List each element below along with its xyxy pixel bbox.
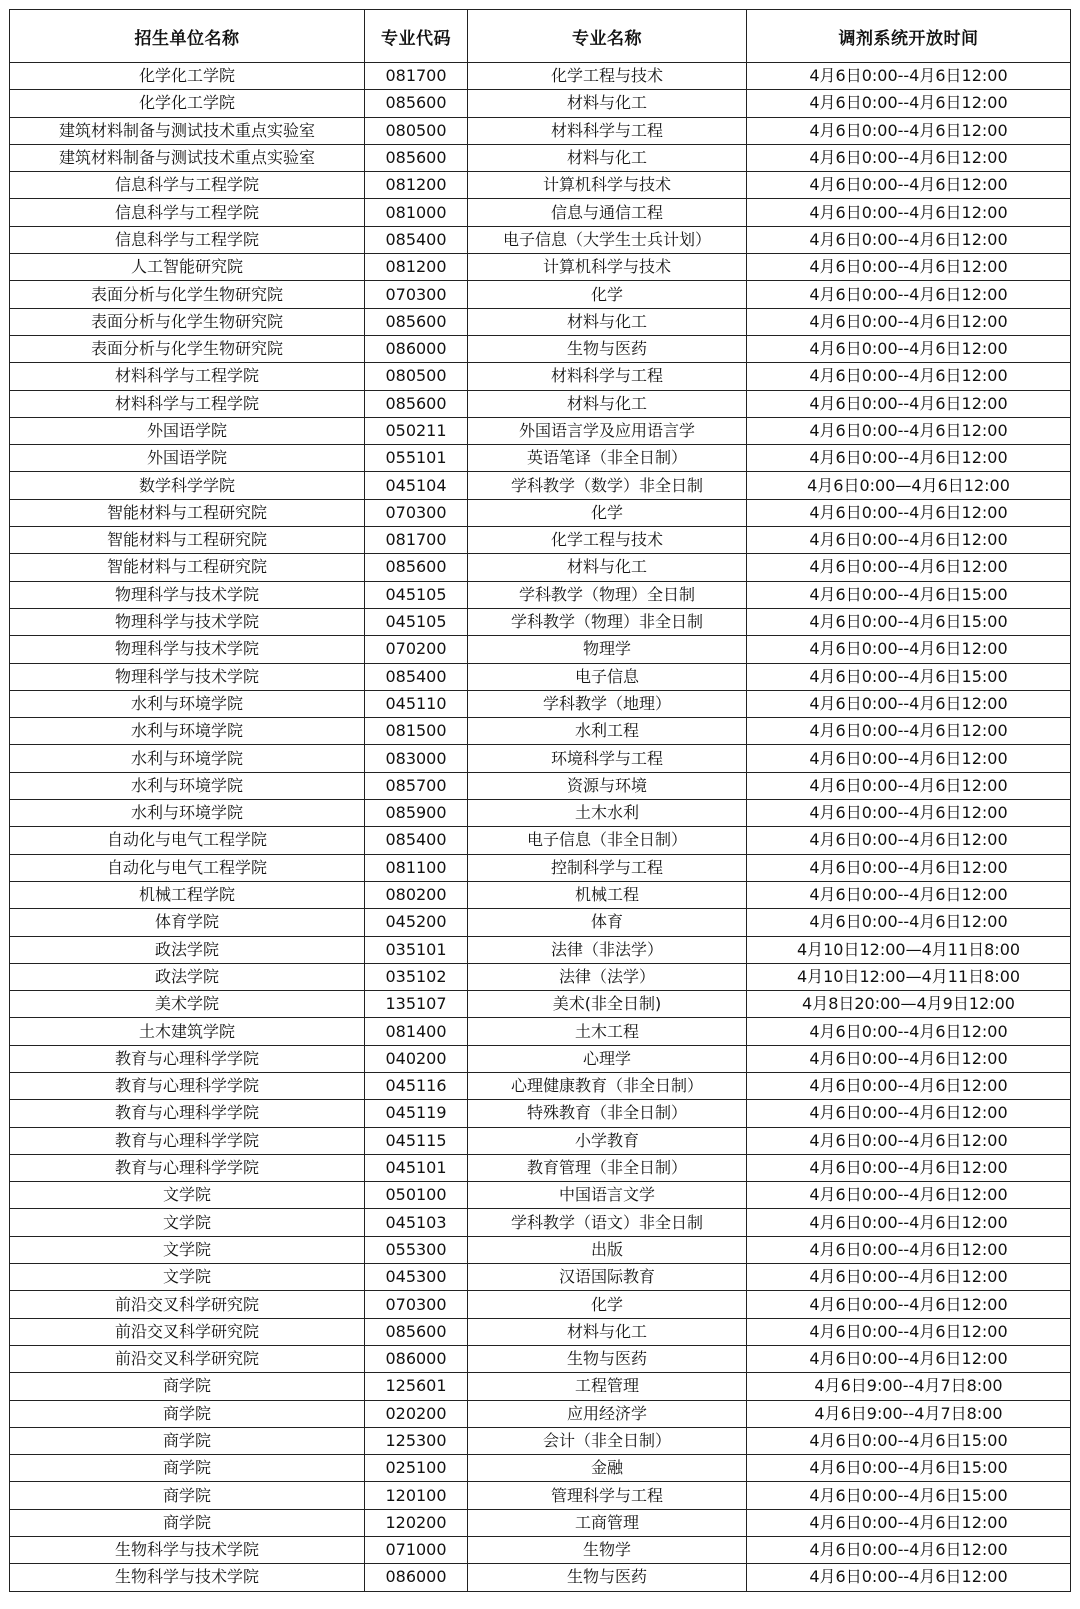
open-time-cell: 4月8日20:00—4月9日12:00 — [747, 991, 1071, 1018]
major-code-cell: 086000 — [365, 1345, 468, 1372]
unit-name-cell: 信息科学与工程学院 — [10, 199, 365, 226]
major-name-cell: 工程管理 — [468, 1373, 747, 1400]
major-code-cell: 080500 — [365, 117, 468, 144]
open-time-cell: 4月6日0:00--4月6日15:00 — [747, 1482, 1071, 1509]
major-code-cell: 045116 — [365, 1072, 468, 1099]
open-time-cell: 4月6日0:00--4月6日12:00 — [747, 1291, 1071, 1318]
unit-name-cell: 人工智能研究院 — [10, 254, 365, 281]
unit-name-cell: 土木建筑学院 — [10, 1018, 365, 1045]
unit-name-cell: 前沿交叉科学研究院 — [10, 1345, 365, 1372]
major-code-cell: 070300 — [365, 1291, 468, 1318]
major-name-cell: 材料科学与工程 — [468, 117, 747, 144]
major-name-cell: 环境科学与工程 — [468, 745, 747, 772]
open-time-cell: 4月6日0:00--4月6日12:00 — [747, 1264, 1071, 1291]
major-code-cell: 055101 — [365, 445, 468, 472]
table-row — [10, 636, 1071, 663]
major-code-cell: 070300 — [365, 281, 468, 308]
major-code-cell: 085400 — [365, 226, 468, 253]
table-row — [10, 472, 1071, 499]
unit-name-cell: 教育与心理科学学院 — [10, 1127, 365, 1154]
major-name-cell: 材料与化工 — [468, 308, 747, 335]
open-time-cell: 4月6日0:00--4月6日12:00 — [747, 1127, 1071, 1154]
open-time-cell: 4月6日0:00--4月6日12:00 — [747, 1509, 1071, 1536]
table-row — [10, 936, 1071, 963]
major-code-cell: 085700 — [365, 772, 468, 799]
unit-name-cell: 表面分析与化学生物研究院 — [10, 335, 365, 362]
table-body — [10, 63, 1071, 1592]
major-name-cell: 资源与环境 — [468, 772, 747, 799]
table-row — [10, 1182, 1071, 1209]
open-time-cell: 4月6日0:00--4月6日12:00 — [747, 854, 1071, 881]
open-time-cell: 4月6日0:00--4月6日12:00 — [747, 1182, 1071, 1209]
open-time-cell: 4月6日0:00--4月6日15:00 — [747, 608, 1071, 635]
table-row — [10, 718, 1071, 745]
open-time-cell: 4月6日0:00--4月6日12:00 — [747, 117, 1071, 144]
major-code-cell: 081200 — [365, 172, 468, 199]
unit-name-cell: 智能材料与工程研究院 — [10, 554, 365, 581]
open-time-cell: 4月6日0:00--4月6日12:00 — [747, 909, 1071, 936]
major-code-cell: 025100 — [365, 1455, 468, 1482]
open-time-cell: 4月6日0:00--4月6日12:00 — [747, 199, 1071, 226]
open-time-cell: 4月6日0:00--4月6日12:00 — [747, 363, 1071, 390]
major-code-cell: 080500 — [365, 363, 468, 390]
table-row — [10, 1154, 1071, 1181]
unit-name-cell: 体育学院 — [10, 909, 365, 936]
major-name-cell: 化学 — [468, 499, 747, 526]
major-code-cell: 035102 — [365, 963, 468, 990]
table-row — [10, 745, 1071, 772]
unit-name-cell: 政法学院 — [10, 936, 365, 963]
table-row — [10, 90, 1071, 117]
major-code-cell: 085600 — [365, 390, 468, 417]
unit-name-cell: 外国语学院 — [10, 445, 365, 472]
major-code-cell: 120100 — [365, 1482, 468, 1509]
table-row — [10, 1509, 1071, 1536]
open-time-cell: 4月6日0:00--4月6日12:00 — [747, 690, 1071, 717]
header-major-code: 专业代码 — [365, 10, 468, 63]
table-row — [10, 608, 1071, 635]
unit-name-cell: 商学院 — [10, 1373, 365, 1400]
table-row — [10, 1072, 1071, 1099]
major-code-cell: 085400 — [365, 827, 468, 854]
open-time-cell: 4月6日0:00--4月6日12:00 — [747, 63, 1071, 90]
unit-name-cell: 前沿交叉科学研究院 — [10, 1318, 365, 1345]
open-time-cell: 4月6日0:00--4月6日12:00 — [747, 527, 1071, 554]
table-row — [10, 1291, 1071, 1318]
major-code-cell: 081200 — [365, 254, 468, 281]
table-row — [10, 254, 1071, 281]
major-code-cell: 081000 — [365, 199, 468, 226]
unit-name-cell: 表面分析与化学生物研究院 — [10, 281, 365, 308]
table-row — [10, 1045, 1071, 1072]
table-row — [10, 909, 1071, 936]
table-row — [10, 1455, 1071, 1482]
header-row — [10, 10, 1071, 63]
unit-name-cell: 前沿交叉科学研究院 — [10, 1291, 365, 1318]
table-row — [10, 308, 1071, 335]
open-time-cell: 4月6日0:00--4月6日12:00 — [747, 445, 1071, 472]
major-name-cell: 控制科学与工程 — [468, 854, 747, 881]
major-code-cell: 085900 — [365, 800, 468, 827]
open-time-cell: 4月6日0:00--4月6日15:00 — [747, 1455, 1071, 1482]
open-time-cell: 4月6日0:00--4月6日12:00 — [747, 772, 1071, 799]
open-time-cell: 4月6日0:00--4月6日15:00 — [747, 663, 1071, 690]
major-code-cell: 070200 — [365, 636, 468, 663]
major-name-cell: 化学工程与技术 — [468, 63, 747, 90]
open-time-cell: 4月6日0:00--4月6日12:00 — [747, 1537, 1071, 1564]
table-row — [10, 1236, 1071, 1263]
open-time-cell: 4月6日0:00--4月6日15:00 — [747, 581, 1071, 608]
open-time-cell: 4月6日0:00--4月6日12:00 — [747, 417, 1071, 444]
table-row — [10, 63, 1071, 90]
major-name-cell: 工商管理 — [468, 1509, 747, 1536]
major-name-cell: 汉语国际教育 — [468, 1264, 747, 1291]
open-time-cell: 4月6日9:00--4月7日8:00 — [747, 1373, 1071, 1400]
open-time-cell: 4月6日0:00--4月6日12:00 — [747, 144, 1071, 171]
table-row — [10, 881, 1071, 908]
table-row — [10, 144, 1071, 171]
major-name-cell: 生物与医药 — [468, 1345, 747, 1372]
table-row — [10, 445, 1071, 472]
major-code-cell: 045110 — [365, 690, 468, 717]
unit-name-cell: 信息科学与工程学院 — [10, 172, 365, 199]
major-code-cell: 083000 — [365, 745, 468, 772]
open-time-cell: 4月6日0:00--4月6日12:00 — [747, 1072, 1071, 1099]
header-unit-name: 招生单位名称 — [10, 10, 365, 63]
major-name-cell: 信息与通信工程 — [468, 199, 747, 226]
open-time-cell: 4月6日0:00--4月6日12:00 — [747, 390, 1071, 417]
major-code-cell: 040200 — [365, 1045, 468, 1072]
adjustment-schedule-sheet — [9, 9, 1070, 1592]
unit-name-cell: 文学院 — [10, 1236, 365, 1263]
major-code-cell: 045104 — [365, 472, 468, 499]
open-time-cell: 4月6日0:00--4月6日12:00 — [747, 636, 1071, 663]
open-time-cell: 4月6日0:00--4月6日12:00 — [747, 254, 1071, 281]
unit-name-cell: 文学院 — [10, 1209, 365, 1236]
unit-name-cell: 生物科学与技术学院 — [10, 1564, 365, 1591]
open-time-cell: 4月6日0:00--4月6日12:00 — [747, 499, 1071, 526]
major-name-cell: 学科教学（地理） — [468, 690, 747, 717]
table-row — [10, 1345, 1071, 1372]
open-time-cell: 4月6日0:00--4月6日12:00 — [747, 554, 1071, 581]
unit-name-cell: 智能材料与工程研究院 — [10, 527, 365, 554]
adjustment-schedule-table — [9, 9, 1071, 1592]
table-row — [10, 117, 1071, 144]
major-name-cell: 生物与医药 — [468, 335, 747, 362]
open-time-cell: 4月6日0:00--4月6日12:00 — [747, 718, 1071, 745]
major-code-cell: 045103 — [365, 1209, 468, 1236]
unit-name-cell: 美术学院 — [10, 991, 365, 1018]
table-row — [10, 390, 1071, 417]
unit-name-cell: 自动化与电气工程学院 — [10, 854, 365, 881]
major-name-cell: 学科教学（数学）非全日制 — [468, 472, 747, 499]
major-code-cell: 085600 — [365, 90, 468, 117]
major-code-cell: 125601 — [365, 1373, 468, 1400]
unit-name-cell: 材料科学与工程学院 — [10, 363, 365, 390]
unit-name-cell: 物理科学与技术学院 — [10, 581, 365, 608]
open-time-cell: 4月10日12:00—4月11日8:00 — [747, 963, 1071, 990]
open-time-cell: 4月6日0:00—4月6日12:00 — [747, 472, 1071, 499]
open-time-cell: 4月6日0:00--4月6日12:00 — [747, 308, 1071, 335]
unit-name-cell: 机械工程学院 — [10, 881, 365, 908]
major-name-cell: 学科教学（物理）全日制 — [468, 581, 747, 608]
major-code-cell: 085600 — [365, 554, 468, 581]
open-time-cell: 4月6日0:00--4月6日12:00 — [747, 281, 1071, 308]
open-time-cell: 4月6日0:00--4月6日12:00 — [747, 1564, 1071, 1591]
open-time-cell: 4月6日0:00--4月6日12:00 — [747, 745, 1071, 772]
unit-name-cell: 建筑材料制备与测试技术重点实验室 — [10, 117, 365, 144]
unit-name-cell: 文学院 — [10, 1264, 365, 1291]
unit-name-cell: 教育与心理科学学院 — [10, 1072, 365, 1099]
major-name-cell: 化学 — [468, 1291, 747, 1318]
unit-name-cell: 水利与环境学院 — [10, 800, 365, 827]
unit-name-cell: 政法学院 — [10, 963, 365, 990]
major-name-cell: 化学工程与技术 — [468, 527, 747, 554]
major-name-cell: 学科教学（物理）非全日制 — [468, 608, 747, 635]
major-name-cell: 材料与化工 — [468, 144, 747, 171]
major-name-cell: 体育 — [468, 909, 747, 936]
table-row — [10, 363, 1071, 390]
major-code-cell: 045119 — [365, 1100, 468, 1127]
unit-name-cell: 商学院 — [10, 1482, 365, 1509]
unit-name-cell: 表面分析与化学生物研究院 — [10, 308, 365, 335]
major-name-cell: 材料与化工 — [468, 554, 747, 581]
major-name-cell: 计算机科学与技术 — [468, 254, 747, 281]
open-time-cell: 4月6日0:00--4月6日12:00 — [747, 1345, 1071, 1372]
major-name-cell: 出版 — [468, 1236, 747, 1263]
table-row — [10, 281, 1071, 308]
table-row — [10, 1482, 1071, 1509]
unit-name-cell: 水利与环境学院 — [10, 690, 365, 717]
major-code-cell: 081400 — [365, 1018, 468, 1045]
major-name-cell: 电子信息（大学生士兵计划） — [468, 226, 747, 253]
unit-name-cell: 物理科学与技术学院 — [10, 663, 365, 690]
table-row — [10, 963, 1071, 990]
header-open-time: 调剂系统开放时间 — [747, 10, 1071, 63]
table-row — [10, 527, 1071, 554]
table-row — [10, 1209, 1071, 1236]
major-name-cell: 机械工程 — [468, 881, 747, 908]
major-code-cell: 055300 — [365, 1236, 468, 1263]
major-code-cell: 086000 — [365, 335, 468, 362]
major-code-cell: 081500 — [365, 718, 468, 745]
unit-name-cell: 外国语学院 — [10, 417, 365, 444]
major-code-cell: 081100 — [365, 854, 468, 881]
major-code-cell: 086000 — [365, 1564, 468, 1591]
major-name-cell: 法律（非法学） — [468, 936, 747, 963]
unit-name-cell: 商学院 — [10, 1400, 365, 1427]
open-time-cell: 4月6日0:00--4月6日12:00 — [747, 1209, 1071, 1236]
major-name-cell: 美术(非全日制) — [468, 991, 747, 1018]
open-time-cell: 4月6日0:00--4月6日12:00 — [747, 90, 1071, 117]
table-row — [10, 335, 1071, 362]
open-time-cell: 4月6日0:00--4月6日12:00 — [747, 172, 1071, 199]
open-time-cell: 4月6日0:00--4月6日12:00 — [747, 1100, 1071, 1127]
major-name-cell: 应用经济学 — [468, 1400, 747, 1427]
unit-name-cell: 化学化工学院 — [10, 63, 365, 90]
unit-name-cell: 自动化与电气工程学院 — [10, 827, 365, 854]
open-time-cell: 4月6日0:00--4月6日12:00 — [747, 827, 1071, 854]
major-code-cell: 035101 — [365, 936, 468, 963]
table-row — [10, 1400, 1071, 1427]
unit-name-cell: 教育与心理科学学院 — [10, 1154, 365, 1181]
table-row — [10, 800, 1071, 827]
unit-name-cell: 水利与环境学院 — [10, 745, 365, 772]
major-code-cell: 085400 — [365, 663, 468, 690]
major-code-cell: 045105 — [365, 581, 468, 608]
open-time-cell: 4月6日0:00--4月6日12:00 — [747, 335, 1071, 362]
major-name-cell: 生物学 — [468, 1537, 747, 1564]
major-name-cell: 金融 — [468, 1455, 747, 1482]
major-code-cell: 081700 — [365, 527, 468, 554]
table-row — [10, 499, 1071, 526]
open-time-cell: 4月6日0:00--4月6日12:00 — [747, 800, 1071, 827]
unit-name-cell: 教育与心理科学学院 — [10, 1100, 365, 1127]
table-row — [10, 226, 1071, 253]
major-code-cell: 085600 — [365, 308, 468, 335]
major-code-cell: 081700 — [365, 63, 468, 90]
open-time-cell: 4月6日0:00--4月6日12:00 — [747, 1154, 1071, 1181]
major-name-cell: 英语笔译（非全日制） — [468, 445, 747, 472]
major-name-cell: 心理健康教育（非全日制） — [468, 1072, 747, 1099]
major-code-cell: 045101 — [365, 1154, 468, 1181]
major-name-cell: 化学 — [468, 281, 747, 308]
table-row — [10, 554, 1071, 581]
major-name-cell: 材料与化工 — [468, 1318, 747, 1345]
unit-name-cell: 数学科学学院 — [10, 472, 365, 499]
table-row — [10, 854, 1071, 881]
unit-name-cell: 材料科学与工程学院 — [10, 390, 365, 417]
table-row — [10, 1127, 1071, 1154]
table-row — [10, 1100, 1071, 1127]
major-name-cell: 材料与化工 — [468, 390, 747, 417]
unit-name-cell: 物理科学与技术学院 — [10, 608, 365, 635]
major-code-cell: 070300 — [365, 499, 468, 526]
major-name-cell: 特殊教育（非全日制） — [468, 1100, 747, 1127]
major-name-cell: 外国语言学及应用语言学 — [468, 417, 747, 444]
unit-name-cell: 水利与环境学院 — [10, 772, 365, 799]
open-time-cell: 4月6日0:00--4月6日12:00 — [747, 1018, 1071, 1045]
major-name-cell: 电子信息（非全日制） — [468, 827, 747, 854]
table-row — [10, 772, 1071, 799]
unit-name-cell: 水利与环境学院 — [10, 718, 365, 745]
table-row — [10, 690, 1071, 717]
major-code-cell: 125300 — [365, 1427, 468, 1454]
major-code-cell: 080200 — [365, 881, 468, 908]
major-code-cell: 120200 — [365, 1509, 468, 1536]
unit-name-cell: 化学化工学院 — [10, 90, 365, 117]
table-row — [10, 1264, 1071, 1291]
unit-name-cell: 建筑材料制备与测试技术重点实验室 — [10, 144, 365, 171]
unit-name-cell: 商学院 — [10, 1509, 365, 1536]
table-row — [10, 1373, 1071, 1400]
major-name-cell: 计算机科学与技术 — [468, 172, 747, 199]
major-name-cell: 电子信息 — [468, 663, 747, 690]
open-time-cell: 4月6日0:00--4月6日12:00 — [747, 1318, 1071, 1345]
major-name-cell: 学科教学（语文）非全日制 — [468, 1209, 747, 1236]
table-row — [10, 1427, 1071, 1454]
unit-name-cell: 商学院 — [10, 1427, 365, 1454]
major-code-cell: 050100 — [365, 1182, 468, 1209]
table-row — [10, 991, 1071, 1018]
major-code-cell: 050211 — [365, 417, 468, 444]
major-code-cell: 045200 — [365, 909, 468, 936]
major-name-cell: 材料与化工 — [468, 90, 747, 117]
table-row — [10, 172, 1071, 199]
table-row — [10, 663, 1071, 690]
major-name-cell: 小学教育 — [468, 1127, 747, 1154]
major-name-cell: 教育管理（非全日制） — [468, 1154, 747, 1181]
major-code-cell: 045300 — [365, 1264, 468, 1291]
major-name-cell: 水利工程 — [468, 718, 747, 745]
major-code-cell: 085600 — [365, 144, 468, 171]
major-name-cell: 会计（非全日制） — [468, 1427, 747, 1454]
major-name-cell: 土木工程 — [468, 1018, 747, 1045]
open-time-cell: 4月6日0:00--4月6日12:00 — [747, 1236, 1071, 1263]
major-code-cell: 045115 — [365, 1127, 468, 1154]
open-time-cell: 4月6日0:00--4月6日12:00 — [747, 1045, 1071, 1072]
unit-name-cell: 物理科学与技术学院 — [10, 636, 365, 663]
major-name-cell: 中国语言文学 — [468, 1182, 747, 1209]
major-name-cell: 土木水利 — [468, 800, 747, 827]
open-time-cell: 4月6日0:00--4月6日15:00 — [747, 1427, 1071, 1454]
open-time-cell: 4月6日9:00--4月7日8:00 — [747, 1400, 1071, 1427]
open-time-cell: 4月6日0:00--4月6日12:00 — [747, 226, 1071, 253]
major-name-cell: 心理学 — [468, 1045, 747, 1072]
table-row — [10, 1018, 1071, 1045]
table-row — [10, 199, 1071, 226]
open-time-cell: 4月6日0:00--4月6日12:00 — [747, 881, 1071, 908]
unit-name-cell: 生物科学与技术学院 — [10, 1537, 365, 1564]
major-name-cell: 物理学 — [468, 636, 747, 663]
header-major-name: 专业名称 — [468, 10, 747, 63]
major-code-cell: 020200 — [365, 1400, 468, 1427]
open-time-cell: 4月10日12:00—4月11日8:00 — [747, 936, 1071, 963]
major-code-cell: 135107 — [365, 991, 468, 1018]
major-name-cell: 法律（法学） — [468, 963, 747, 990]
unit-name-cell: 信息科学与工程学院 — [10, 226, 365, 253]
major-code-cell: 071000 — [365, 1537, 468, 1564]
unit-name-cell: 教育与心理科学学院 — [10, 1045, 365, 1072]
major-name-cell: 生物与医药 — [468, 1564, 747, 1591]
table-row — [10, 1537, 1071, 1564]
table-row — [10, 827, 1071, 854]
table-row — [10, 1564, 1071, 1591]
major-name-cell: 材料科学与工程 — [468, 363, 747, 390]
table-row — [10, 581, 1071, 608]
major-name-cell: 管理科学与工程 — [468, 1482, 747, 1509]
unit-name-cell: 商学院 — [10, 1455, 365, 1482]
table-header — [10, 10, 1071, 63]
table-row — [10, 1318, 1071, 1345]
major-code-cell: 085600 — [365, 1318, 468, 1345]
table-row — [10, 417, 1071, 444]
unit-name-cell: 智能材料与工程研究院 — [10, 499, 365, 526]
major-code-cell: 045105 — [365, 608, 468, 635]
unit-name-cell: 文学院 — [10, 1182, 365, 1209]
